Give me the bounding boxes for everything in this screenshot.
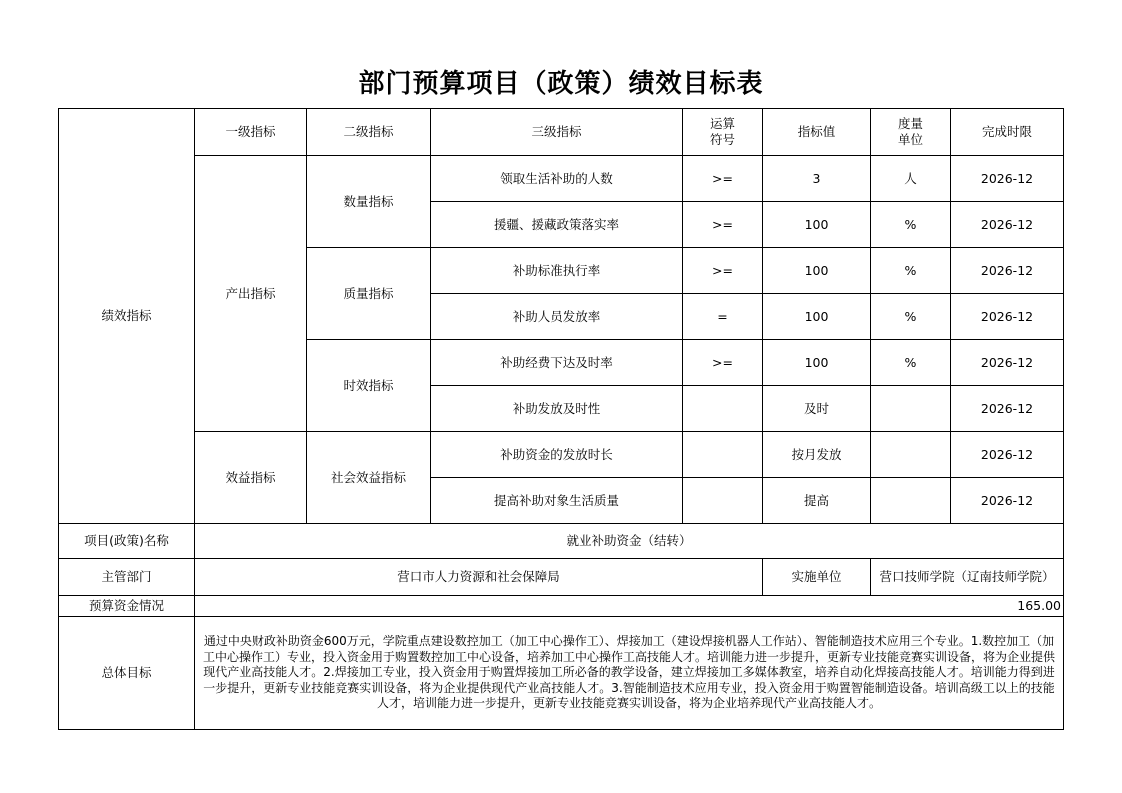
project-name-value: 就业补助资金（结转） <box>195 524 1064 559</box>
level1-cell: 效益指标 <box>195 432 307 524</box>
indicator-name: 补助发放及时性 <box>431 386 683 432</box>
performance-target-table <box>58 108 1064 730</box>
indicator-name: 领取生活补助的人数 <box>431 156 683 202</box>
indicator-unit: % <box>871 340 951 386</box>
indicator-value: 提高 <box>763 478 871 524</box>
indicator-value: 100 <box>763 294 871 340</box>
implementer-label: 实施单位 <box>763 559 871 596</box>
indicator-value: 100 <box>763 248 871 294</box>
implementer-value: 营口技师学院（辽南技师学院） <box>871 559 1064 596</box>
level2-cell: 社会效益指标 <box>307 432 431 524</box>
header-row <box>59 109 1064 156</box>
indicator-deadline: 2026-12 <box>951 432 1064 478</box>
indicator-unit <box>871 386 951 432</box>
budget-label: 预算资金情况 <box>59 596 195 617</box>
budget-value: 165.00 <box>195 596 1064 617</box>
project-name-row <box>59 524 1064 559</box>
indicator-operator <box>683 478 763 524</box>
indicator-unit <box>871 432 951 478</box>
indicator-value: 按月发放 <box>763 432 871 478</box>
indicator-deadline: 2026-12 <box>951 248 1064 294</box>
header-value: 指标值 <box>763 109 871 156</box>
level2-cell: 时效指标 <box>307 340 431 432</box>
overall-goal-label: 总体目标 <box>59 617 195 730</box>
indicator-name: 补助人员发放率 <box>431 294 683 340</box>
indicator-unit: 人 <box>871 156 951 202</box>
indicator-operator <box>683 386 763 432</box>
indicator-operator <box>683 432 763 478</box>
header-deadline: 完成时限 <box>951 109 1064 156</box>
level2-cell: 数量指标 <box>307 156 431 248</box>
budget-row <box>59 596 1064 617</box>
header-operator: 运算 符号 <box>683 109 763 156</box>
indicator-unit: % <box>871 294 951 340</box>
table-row <box>59 156 1064 202</box>
indicator-deadline: 2026-12 <box>951 294 1064 340</box>
department-value: 营口市人力资源和社会保障局 <box>195 559 763 596</box>
header-level2: 二级指标 <box>307 109 431 156</box>
indicator-value: 3 <box>763 156 871 202</box>
indicator-deadline: 2026-12 <box>951 478 1064 524</box>
overall-goal-text: 通过中央财政补助资金600万元，学院重点建设数控加工（加工中心操作工）、焊接加工（建设焊接机器人工作站）、智能制造技术应用三个专业。1.数控加工（加工中心操作工）专业，投入资金用于购置数控加工中心设备，培养加工中心操作工高技能人才。培训能力进一步提升，更新专业技能竞赛实训设备，将为企业提供现代产业高技能人才。2.焊接加工专业，投入资金用于购置焊接加工所必备的教学设备，建立焊接加工多媒体教室，培养自动化焊接高技能人才。培训能力得到进一步提升，更新专业技能竞赛实训设备，将为企业提供现代产业高技能人才。3.智能制造技术应用专业，投入资金用于购置智能制造设备。培训高级工以上的技能人才，培训能力进一步提升，更新专业技能竞赛实训设备，将为企业培养现代产业高技能人才。 <box>195 617 1064 730</box>
level1-cell: 产出指标 <box>195 156 307 432</box>
header-unit: 度量 单位 <box>871 109 951 156</box>
header-level1: 一级指标 <box>195 109 307 156</box>
indicator-name: 提高补助对象生活质量 <box>431 478 683 524</box>
indicator-operator: = <box>683 294 763 340</box>
indicator-name: 补助经费下达及时率 <box>431 340 683 386</box>
project-name-label: 项目(政策)名称 <box>59 524 195 559</box>
level2-cell: 质量指标 <box>307 248 431 340</box>
indicator-deadline: 2026-12 <box>951 202 1064 248</box>
indicator-operator: >= <box>683 156 763 202</box>
indicator-name: 援疆、援藏政策落实率 <box>431 202 683 248</box>
indicator-operator: >= <box>683 248 763 294</box>
indicator-unit <box>871 478 951 524</box>
department-label: 主管部门 <box>59 559 195 596</box>
indicator-name: 补助标准执行率 <box>431 248 683 294</box>
indicator-operator: >= <box>683 202 763 248</box>
indicator-operator: >= <box>683 340 763 386</box>
indicator-value: 及时 <box>763 386 871 432</box>
indicator-deadline: 2026-12 <box>951 340 1064 386</box>
department-row <box>59 559 1064 596</box>
page-title: 部门预算项目（政策）绩效目标表 <box>358 69 764 99</box>
indicator-name: 补助资金的发放时长 <box>431 432 683 478</box>
overall-goal-row <box>59 617 1064 730</box>
section-label: 绩效指标 <box>59 109 195 524</box>
indicator-unit: % <box>871 202 951 248</box>
indicator-value: 100 <box>763 340 871 386</box>
indicator-value: 100 <box>763 202 871 248</box>
indicator-deadline: 2026-12 <box>951 156 1064 202</box>
indicator-unit: % <box>871 248 951 294</box>
header-level3: 三级指标 <box>431 109 683 156</box>
indicator-deadline: 2026-12 <box>951 386 1064 432</box>
table-row <box>59 432 1064 478</box>
